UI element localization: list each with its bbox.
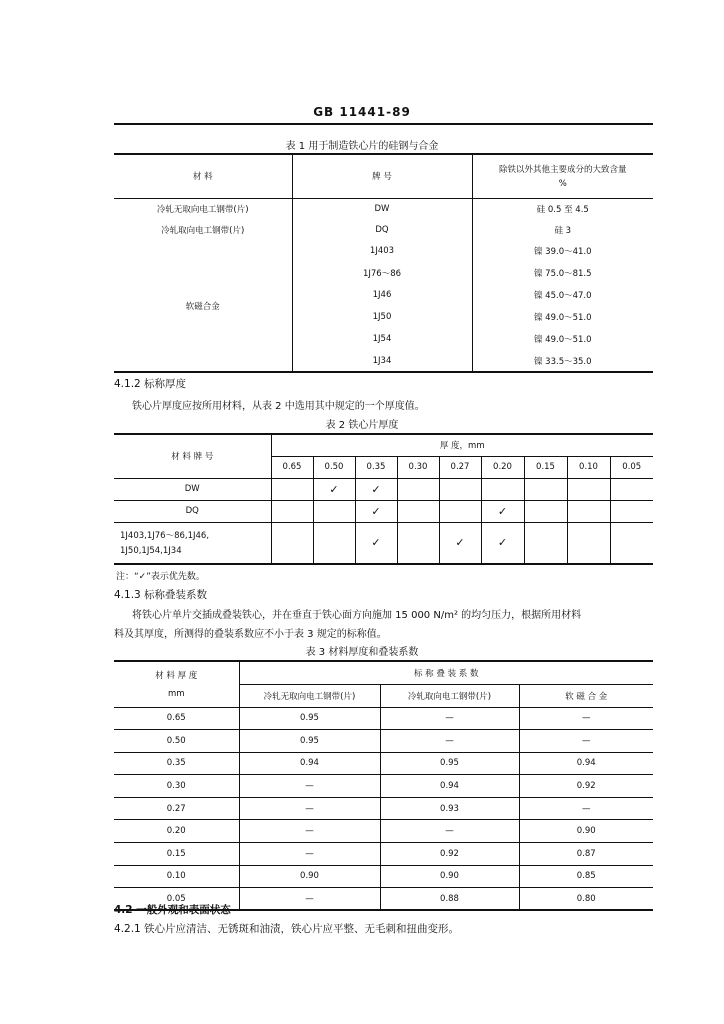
table3-header-thickness-unit: mm	[167, 689, 185, 700]
table2-mark	[481, 478, 524, 500]
section-4-2-heading: 4.2 一般外观和表面状态	[114, 904, 231, 916]
table3-subheader: 软 磁 合 金	[565, 691, 608, 702]
table3-value: 0.94	[576, 758, 596, 769]
table3-value: 0.95	[239, 730, 380, 753]
table1-content: 镍 45.0～47.0	[533, 291, 592, 301]
table2-thickness-col: 0.15	[524, 456, 567, 478]
table3-value: —	[239, 888, 380, 911]
table3-value: 0.92	[380, 843, 519, 866]
table1-grade: 1J50	[292, 306, 472, 328]
table2-mark	[271, 522, 313, 564]
table2-row-label: DW	[114, 478, 271, 500]
table3-header-group: 标 称 叠 装 系 数	[239, 661, 653, 684]
table3-thickness: 0.35	[114, 752, 239, 775]
table2-mark	[567, 478, 610, 500]
table3-thickness: 0.30	[114, 775, 239, 798]
table2-row-label-line1: 1J403,1J76～86,1J46,	[120, 531, 210, 542]
table1-caption: 表 1 用于制造铁心片的硅钢与合金	[285, 141, 439, 152]
table3-subheader: 冷轧无取向电工钢带(片)	[239, 684, 380, 707]
header-rule	[114, 123, 653, 125]
table3-thickness: 0.27	[114, 797, 239, 820]
table2-thickness-col: 0.27	[439, 456, 481, 478]
table2-mark: ✓	[313, 478, 355, 500]
table2-mark: ✓	[481, 500, 524, 522]
table3-value: —	[380, 730, 519, 753]
table3-value: 0.94	[380, 775, 519, 798]
table2-thickness-col: 0.30	[397, 456, 439, 478]
table1-content: 镍 75.0～81.5	[533, 269, 592, 279]
table2-thickness-col: 0.65	[271, 456, 313, 478]
table1-header-content	[472, 154, 653, 198]
table1-content: 镍 39.0～41.0	[533, 247, 592, 257]
table2-mark	[610, 500, 653, 522]
table2-row-label: DQ	[114, 500, 271, 522]
table1-grade: 1J34	[292, 350, 472, 372]
table3-value: —	[582, 735, 591, 746]
table3-value: 0.92	[576, 781, 596, 792]
table2-caption: 表 2 铁心片厚度	[325, 420, 399, 431]
table3-thickness: 0.50	[114, 730, 239, 753]
table3-value: —	[380, 707, 519, 730]
table1-material: 冷轧无取向电工钢带(片)	[114, 198, 292, 219]
section-4-1-3-text-line2: 料及其厚度，所测得的叠装系数应不小于表 3 规定的标称值。	[114, 629, 387, 640]
table2-mark	[397, 522, 439, 564]
section-4-1-2-heading: 4.1.2 标称厚度	[114, 378, 187, 390]
table1	[114, 153, 653, 373]
table2-header-thickness: 厚 度，mm	[271, 434, 653, 456]
table1-grade: DQ	[292, 219, 472, 240]
section-4-1-3-heading: 4.1.3 标称叠装系数	[114, 589, 208, 601]
table1-grade: 1J403	[292, 240, 472, 262]
table1-content: 镍 33.5～35.0	[533, 356, 592, 367]
table1-grade: 1J54	[292, 328, 472, 350]
table3-subheader: 冷轧取向电工钢带(片)	[380, 684, 519, 707]
table3-header-thickness-label: 材 料 厚 度	[155, 671, 198, 682]
table1-header-grade: 牌 号	[292, 154, 472, 198]
standard-number: GB 11441-89	[313, 105, 411, 119]
table2-note: 注：“✓”表示优先数。	[116, 572, 205, 582]
table2-mark	[610, 522, 653, 564]
table2-mark	[271, 478, 313, 500]
table3-value: —	[380, 820, 519, 843]
table2-mark	[524, 522, 567, 564]
table3-value: —	[239, 797, 380, 820]
table3-value: 0.80	[576, 893, 596, 904]
table2-thickness-col: 0.35	[355, 456, 397, 478]
table3-value: —	[239, 775, 380, 798]
table2-mark	[439, 500, 481, 522]
table2-thickness-col: 0.10	[567, 456, 610, 478]
table3-value: —	[239, 843, 380, 866]
table2-row-label-line2: 1J50,1J54,1J34	[120, 546, 182, 557]
table3-thickness: 0.05	[114, 888, 239, 911]
table2-mark	[397, 478, 439, 500]
table2-mark: ✓	[355, 500, 397, 522]
table2-mark	[524, 500, 567, 522]
table2-mark	[610, 478, 653, 500]
table2-mark	[567, 500, 610, 522]
table2-mark: ✓	[355, 522, 397, 564]
table2-mark: ✓	[439, 522, 481, 564]
table2-thickness-col: 0.20	[481, 456, 524, 478]
table2-thickness-col: 0.50	[313, 456, 355, 478]
table3-value: 0.95	[380, 752, 519, 775]
section-4-2-1-text: 4.2.1 铁心片应清洁、无锈斑和油渍，铁心片应平整、无毛刺和扭曲变形。	[114, 923, 460, 935]
table2-thickness-col: 0.05	[622, 462, 642, 472]
table3-caption: 表 3 材料厚度和叠装系数	[305, 647, 419, 658]
table3-thickness: 0.20	[114, 820, 239, 843]
table3-value: 0.95	[239, 707, 380, 730]
table1-content: 镍 49.0～51.0	[533, 335, 592, 345]
table2-header-grade: 材 料 牌 号	[114, 434, 271, 478]
table2-mark	[271, 500, 313, 522]
table3-value: 0.88	[380, 888, 519, 911]
table2-row-label-alloys	[114, 522, 271, 564]
table1-header-content-label: 除铁以外其他主要成分的大致含量	[498, 165, 627, 176]
table1-content: 镍 49.0～51.0	[533, 313, 592, 323]
table3-header-thickness	[114, 661, 239, 707]
table3-value: —	[239, 820, 380, 843]
table2-mark	[313, 500, 355, 522]
table3	[114, 660, 653, 911]
table3-value: 0.94	[239, 752, 380, 775]
table3-value: 0.93	[380, 797, 519, 820]
table3-value: 0.90	[576, 826, 596, 837]
table3-value: 0.90	[239, 865, 380, 888]
table3-thickness: 0.10	[114, 865, 239, 888]
table2-mark	[524, 478, 567, 500]
table3-value: 0.85	[576, 871, 596, 882]
table2-mark	[313, 522, 355, 564]
section-4-1-2-text: 铁心片厚度应按所用材料，从表 2 中选用其中规定的一个厚度值。	[132, 401, 425, 412]
table1-content: 硅 0.5 至 4.5	[536, 204, 589, 215]
table2-mark: ✓	[481, 522, 524, 564]
table1-grade: 1J76～86	[292, 262, 472, 284]
table3-value: —	[582, 713, 591, 724]
table3-thickness: 0.65	[114, 707, 239, 730]
table1-material-softmagnetic: 软磁合金	[114, 240, 292, 372]
table3-thickness: 0.15	[114, 843, 239, 866]
table3-value: 0.87	[576, 848, 596, 859]
table1-material: 冷轧取向电工钢带(片)	[114, 219, 292, 240]
table2-mark	[397, 500, 439, 522]
table1-grade: DW	[292, 198, 472, 219]
table1-content: 硅 3	[554, 225, 572, 236]
table2-mark	[567, 522, 610, 564]
section-4-1-3-text-line1: 将铁心片单片交插成叠装铁心，并在垂直于铁心面方向施加 15 000 N/m² 的均匀压力，根据所用材料	[132, 610, 582, 621]
table1-header-percent: %	[558, 179, 567, 190]
table1-header-material: 材 料	[114, 154, 292, 198]
table2	[114, 433, 653, 565]
table1-grade: 1J46	[292, 284, 472, 306]
table3-value: 0.90	[380, 865, 519, 888]
table3-value: —	[582, 803, 591, 814]
table2-mark	[439, 478, 481, 500]
table2-mark: ✓	[355, 478, 397, 500]
